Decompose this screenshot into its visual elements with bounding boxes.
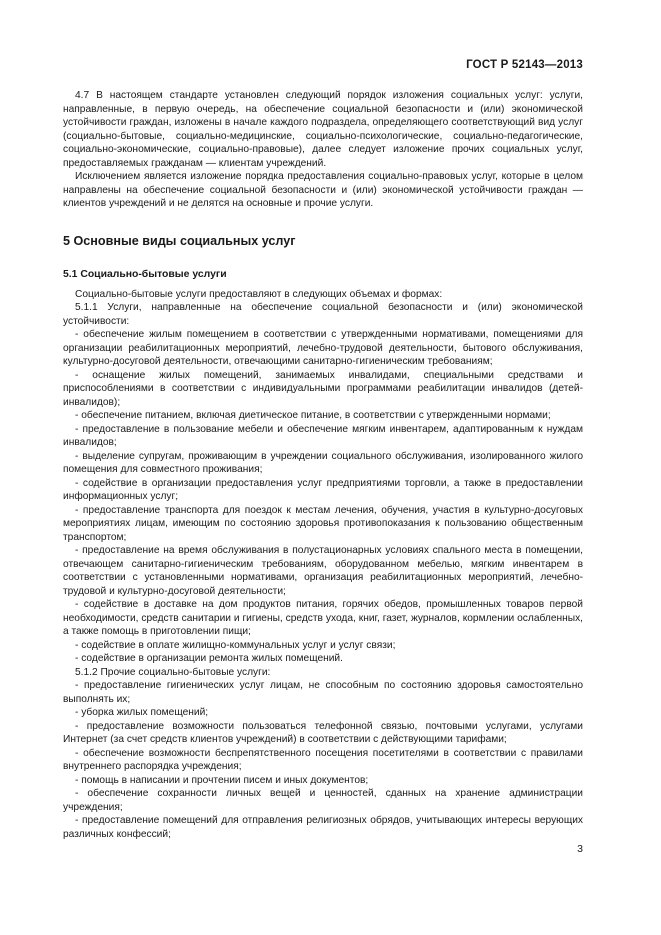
list-item: - предоставление на время обслуживания в полустационарных условиях спального места в помещении, отвечающем санитарно-гигиеническим требованиям, оборудованном мебелью, мягким инвентарем в соответствии с установленными нормативами, организация реабилитационных мероприятий, лечебно-трудовой и культурно-досуговой деятельности; <box>63 545 583 597</box>
subsection-heading: 5.1 Социально-бытовые услуги <box>63 268 227 280</box>
page-number: 3 <box>577 843 583 855</box>
list-item: - предоставление в пользование мебели и обеспечение мягким инвентарем, адаптированным к нуждам инвалидов; <box>63 423 583 448</box>
list-item: - предоставление возможности пользоваться телефонной связью, почтовыми услугами, услугами Интернет (за счет средств клиентов учреждений) в соответствии с действующими тарифами; <box>63 720 583 745</box>
document-header: ГОСТ Р 52143—2013 <box>466 59 583 71</box>
list-item: - обеспечение жилым помещением в соответствии с утвержденными нормативами, помещениями для организации реабилитационных мероприятий, лечебно-трудовой деятельности, бытового обслуживания, культурно-досуговой деятельности, отвечающими санитарно-гигиеническим требованиям; <box>63 329 583 367</box>
document-body <box>63 89 583 841</box>
list-item: - оснащение жилых помещений, занимаемых инвалидами, специальными средствами и приспособлениями в соответствии с индивидуальными программами реабилитации инвалидов (детей-инвалидов); <box>63 369 583 408</box>
list-item: - содействие в доставке на дом продуктов питания, горячих обедов, промышленных товаров первой необходимости, средств санитарии и гигиены, средств ухода, книг, газет, журналов, кормлении ослабленных, а также помощь в приготовлении пищи; <box>63 599 583 637</box>
list-item: - выделение супругам, проживающим в учреждении социального обслуживания, изолированного жилого помещения для совместного проживания; <box>63 450 583 475</box>
list-item: - содействие в оплате жилищно-коммунальных услуг и услуг связи; <box>75 639 396 651</box>
list-item: - обеспечение возможности беспрепятственного посещения посетителями в соответствии с правилами внутреннего распорядка учреждения; <box>63 747 583 772</box>
list-item: - предоставление транспорта для поездок к местам лечения, обучения, участия в культурно-досуговых мероприятиях лицам, имеющим по состоянию здоровья противопоказания к пользованию общественным транспортом; <box>63 504 583 543</box>
list-paragraph: 5.1.2 Прочие социально-бытовые услуги: <box>75 666 271 678</box>
intro-block <box>63 89 583 211</box>
list-paragraph: Социально-бытовые услуги предоставляют в следующих объемах и формах: <box>75 288 443 300</box>
section-heading: 5 Основные виды социальных услуг <box>63 233 296 248</box>
list-item: - помощь в написании и прочтении писем и иных документов; <box>75 774 369 786</box>
paragraph-exception: Исключением является изложение порядка предоставления социально-правовых услуг, которые в целом направлены на обеспечение социальной безопасности и (или) экономической устойчивости граждан — клиентов учреждений и не делятся на основные и прочие услуги. <box>63 171 583 209</box>
list-item: - предоставление гигиенических услуг лицам, не способным по состоянию здоровья самостоятельно выполнять их; <box>63 680 583 705</box>
list-item: - уборка жилых помещений; <box>75 707 209 718</box>
list-paragraph: 5.1.1 Услуги, направленные на обеспечение социальной безопасности и (или) экономической устойчивости: <box>63 302 583 327</box>
list-item: - обеспечение сохранности личных вещей и ценностей, сданных на хранение администрации учреждения; <box>63 788 583 813</box>
services-list <box>63 288 583 842</box>
list-item: - содействие в организации предоставления услуг предприятиями торговли, а также в предоставлении информационных услуг; <box>63 477 583 502</box>
paragraph-4-7: 4.7 В настоящем стандарте установлен следующий порядок изложения социальных услуг: услуги, направленные, в первую очередь, на обеспечение социальной безопасности и (или) экономической устойчивости граждан, изложены в начале каждого подраздела, определяющего соответствующий вид услуг (социально-бытовые, социально-медицинские, социально-психологические, социально-педагогические, социально-экономические, социально-правовые), далее следует изложение прочих социальных услуг, предоставляемых гражданам — клиентам учреждений. <box>63 90 583 169</box>
list-item: - предоставление помещений для отправления религиозных обрядов, учитывающих интересы верующих различных конфессий; <box>63 815 583 840</box>
list-item: - обеспечение питанием, включая диетическое питание, в соответствии с утвержденными нормами; <box>75 410 551 421</box>
list-item: - содействие в организации ремонта жилых помещений. <box>75 653 343 664</box>
